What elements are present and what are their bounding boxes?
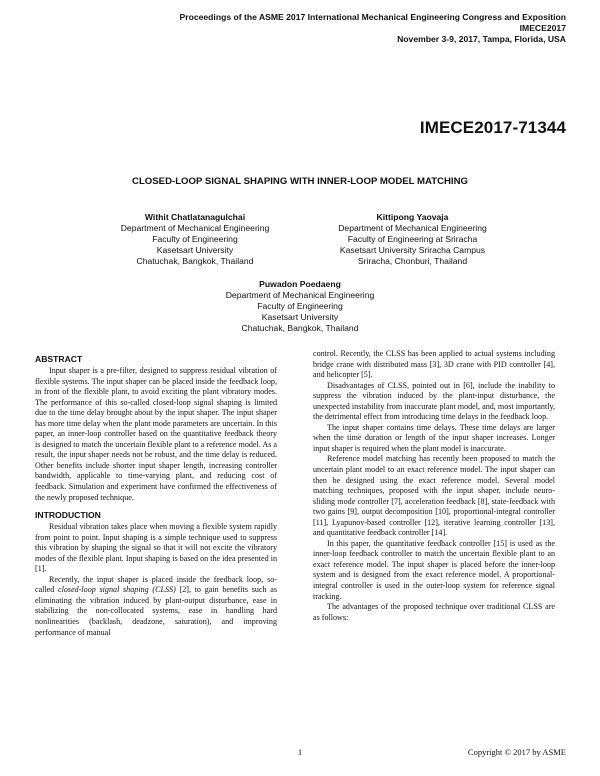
paper-title: CLOSED-LOOP SIGNAL SHAPING WITH INNER-LOOP MODEL MATCHING	[132, 176, 468, 187]
author-affiliation-line: Kasetsart University	[261, 312, 339, 323]
right-column	[313, 349, 555, 623]
author-affiliation-line: Faculty of Engineering	[257, 301, 343, 312]
author-affiliation-line: Chatuchak, Bangkok, Thailand	[241, 323, 359, 334]
author-affiliation-line: Sriracha, Chonburi, Thailand	[357, 256, 468, 267]
author-affiliation-line: Chatuchak, Bangkok, Thailand	[136, 256, 254, 267]
conference-code: IMECE2017	[519, 23, 566, 34]
body-paragraph: In this paper, the quantitative feedback controller [15] is used as the inner-loop feedback controller to match the uncertain flexible plant to an exact reference model. The input shaper is placed before the inner-loop system and is designed from the exact reference model. A proportional-integral controller is used in the outer-loop system for reference signal tracking.	[313, 538, 555, 601]
body-paragraph: The advantages of the proposed technique over traditional CLSS are as follows:	[313, 602, 555, 622]
author-affiliation-line: Department of Mechanical Engineering	[225, 290, 375, 301]
author-affiliation-line: Kasetsart University Sriracha Campus	[339, 245, 486, 256]
author-affiliation-line: Department of Mechanical Engineering	[338, 223, 487, 234]
intro-paragraph-1: Residual vibration takes place when moving a flexible system rapidly from point to point. Input shaping is a simple technique used to suppress this vibration by shaping the signal so that it will not excite the vibratory modes of the flexible plant. Input shaping is based on the idea presented in [1].	[35, 522, 277, 574]
page-number: 1	[297, 747, 303, 757]
conference-date-location: November 3-9, 2017, Tampa, Florida, USA	[397, 34, 566, 45]
body-paragraph: Reference model matching has recently been proposed to match the uncertain plant model to an exact reference model. The input shaper can then be designed using the exact reference model. Several model matching techniques, proposed with the input shaper, include neuro-sliding mode controller [7], acceleration feedback [8], state-feedback with two gains [9], output decomposition [10], proportional-integral controller [11], Lyapunov-based controller [12], iterative learning controller [13], and quantitative feedback controller [14].	[313, 454, 555, 538]
intro-paragraph-2	[35, 575, 277, 638]
abstract-paragraph: Input shaper is a pre-filter, designed to suppress residual vibration of flexible systems. The input shaper can be placed inside the feedback loop, in front of the flexible plant, to avoid exciting the plant vibratory modes. The performance of this so-called closed-loop signal shaping is limited due to the time delay brought about by the input shaper. The input shaper has more time delay when the plant mode parameters are uncertain. In this paper, an inner-loop controller based on the quantitative feedback theory is designed to match the uncertain flexible plant to a reference model. As a result, the input shaper needs not be robust, and the time delay is reduced. Other benefits include shorter input shaper length, increasing controller bandwidth, applicable to time-varying plant, and reducing cost of feedback. Simulation and experiment have confirmed the effectiveness of the newly proposed technique.	[35, 366, 277, 502]
intro-paragraph-2-start: Recently, the input shaper is placed inside the feedback loop, so-called	[35, 574, 277, 595]
author-name: Kittipong Yaovaja	[376, 212, 449, 222]
copyright-notice: Copyright © 2017 by ASME	[467, 747, 566, 757]
left-column	[35, 354, 277, 638]
author-affiliation-line: Faculty of Engineering	[152, 234, 238, 245]
author-block-3	[175, 279, 425, 334]
author-affiliation-line: Faculty of Engineering at Sriracha	[347, 234, 478, 245]
proceedings-line: Proceedings of the ASME 2017 International Mechanical Engineering Congress and Exposition	[179, 12, 566, 22]
clss-term: closed-loop signal shaping (CLSS)	[58, 585, 176, 595]
paper-id: IMECE2017-71344	[419, 118, 566, 137]
author-block-2	[300, 212, 525, 267]
proceedings-header	[180, 12, 566, 46]
continued-paragraph: control. Recently, the CLSS has been applied to actual systems including bridge crane with distributed mass [3], 3D crane with PID controller [4], and helicopter [5].	[313, 349, 555, 380]
author-block-1	[70, 212, 320, 267]
abstract-heading: ABSTRACT	[35, 354, 83, 364]
body-paragraph: Disadvantages of CLSS, pointed out in [6], include the inability to suppress the vibration induced by the plant-input disturbance, the unexpected instability from inaccurate plant model, and, most importantly, the detrimental effect from introducing time delays in the feedback loop.	[313, 380, 555, 422]
author-name: Withit Chatlatanagulchai	[144, 212, 246, 222]
introduction-heading: INTRODUCTION	[35, 510, 101, 521]
intro-paragraph-2-end: [2], to gain benefits such as eliminating the vibration induced by plant-output disturbance, ease in stabilizing the non-collocated systems, ease in handling hard nonlinearities (backlash, deadzone, saturation), and improving performance of manual	[35, 585, 277, 637]
author-affiliation-line: Kasetsart University	[156, 245, 234, 256]
author-affiliation-line: Department of Mechanical Engineering	[120, 223, 270, 234]
body-paragraph: The input shaper contains time delays. These time delays are larger when the time duration or length of the input shaper increases. Longer input shaper is required when the plant model is inaccurate.	[313, 422, 555, 453]
author-name: Puwadon Poedaeng	[259, 279, 341, 289]
